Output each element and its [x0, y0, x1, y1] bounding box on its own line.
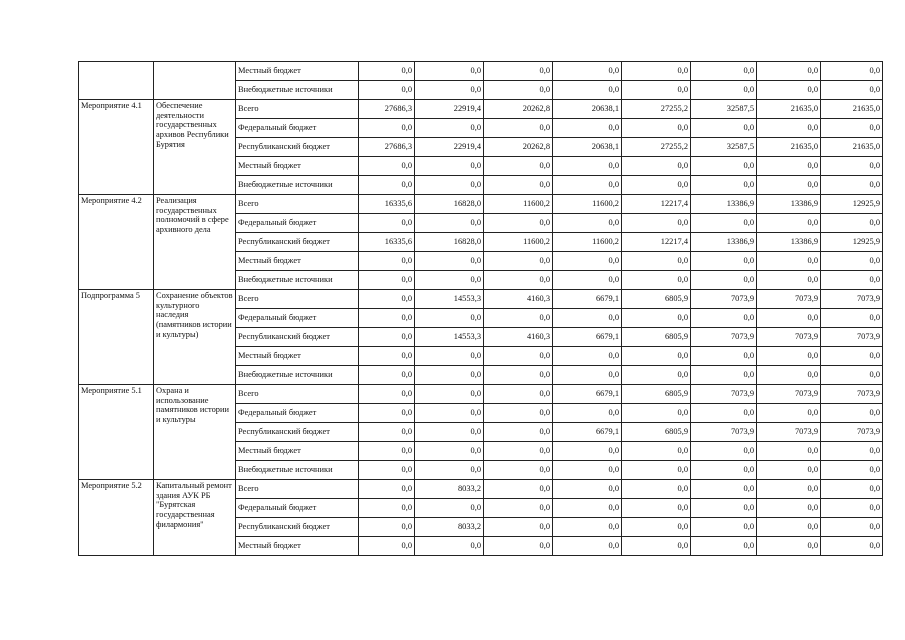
amount-cell: 0,0 — [622, 461, 691, 480]
amount-cell: 13386,9 — [691, 195, 757, 214]
table-row — [79, 480, 883, 499]
amount-cell: 0,0 — [821, 62, 883, 81]
amount-cell: 11600,2 — [484, 233, 553, 252]
amount-cell: 12217,4 — [622, 195, 691, 214]
amount-cell: 0,0 — [821, 366, 883, 385]
amount-cell: 0,0 — [821, 537, 883, 556]
amount-cell: 0,0 — [757, 119, 821, 138]
amount-cell: 0,0 — [484, 499, 553, 518]
amount-cell: 0,0 — [691, 309, 757, 328]
program-code-cell: Подпрограмма 5 — [79, 290, 154, 385]
amount-cell: 11600,2 — [553, 195, 622, 214]
amount-cell: 0,0 — [553, 442, 622, 461]
amount-cell: 0,0 — [691, 176, 757, 195]
amount-cell: 0,0 — [691, 252, 757, 271]
amount-cell: 0,0 — [757, 404, 821, 423]
funding-source-cell: Внебюджетные источники — [236, 366, 359, 385]
amount-cell: 22919,4 — [415, 100, 484, 119]
amount-cell: 0,0 — [757, 62, 821, 81]
table-body — [79, 62, 883, 556]
amount-cell: 7073,9 — [821, 328, 883, 347]
funding-source-cell: Всего — [236, 480, 359, 499]
amount-cell: 0,0 — [553, 119, 622, 138]
amount-cell: 6805,9 — [622, 290, 691, 309]
amount-cell: 0,0 — [359, 214, 415, 233]
table-row — [79, 290, 883, 309]
amount-cell: 0,0 — [484, 423, 553, 442]
amount-cell: 0,0 — [415, 347, 484, 366]
amount-cell: 0,0 — [691, 119, 757, 138]
amount-cell: 0,0 — [359, 271, 415, 290]
amount-cell: 0,0 — [757, 499, 821, 518]
amount-cell: 0,0 — [484, 252, 553, 271]
amount-cell: 0,0 — [415, 442, 484, 461]
amount-cell: 0,0 — [757, 252, 821, 271]
amount-cell: 7073,9 — [821, 290, 883, 309]
program-name-cell: Реализация государственных полномочий в сфере архивного дела — [154, 195, 236, 290]
amount-cell: 7073,9 — [757, 385, 821, 404]
amount-cell: 0,0 — [821, 309, 883, 328]
funding-source-cell: Местный бюджет — [236, 442, 359, 461]
funding-source-cell: Всего — [236, 385, 359, 404]
amount-cell: 0,0 — [484, 309, 553, 328]
amount-cell: 7073,9 — [691, 290, 757, 309]
amount-cell: 7073,9 — [757, 290, 821, 309]
amount-cell: 0,0 — [757, 81, 821, 100]
amount-cell: 0,0 — [484, 385, 553, 404]
amount-cell: 8033,2 — [415, 518, 484, 537]
amount-cell: 0,0 — [821, 271, 883, 290]
funding-source-cell: Республиканский бюджет — [236, 328, 359, 347]
amount-cell: 0,0 — [691, 366, 757, 385]
amount-cell: 0,0 — [359, 176, 415, 195]
amount-cell: 0,0 — [359, 347, 415, 366]
amount-cell: 0,0 — [359, 480, 415, 499]
amount-cell: 6679,1 — [553, 423, 622, 442]
amount-cell: 0,0 — [757, 442, 821, 461]
amount-cell: 0,0 — [484, 442, 553, 461]
amount-cell: 0,0 — [415, 214, 484, 233]
amount-cell: 0,0 — [415, 62, 484, 81]
funding-source-cell: Местный бюджет — [236, 62, 359, 81]
amount-cell: 7073,9 — [691, 423, 757, 442]
amount-cell: 4160,3 — [484, 290, 553, 309]
amount-cell: 8033,2 — [415, 480, 484, 499]
amount-cell: 27255,2 — [622, 138, 691, 157]
amount-cell: 0,0 — [415, 309, 484, 328]
amount-cell: 0,0 — [821, 404, 883, 423]
amount-cell: 0,0 — [691, 518, 757, 537]
table-row — [79, 62, 883, 81]
amount-cell: 0,0 — [484, 214, 553, 233]
amount-cell: 7073,9 — [691, 328, 757, 347]
amount-cell: 6679,1 — [553, 290, 622, 309]
amount-cell: 0,0 — [359, 385, 415, 404]
amount-cell: 0,0 — [553, 404, 622, 423]
amount-cell: 0,0 — [553, 271, 622, 290]
amount-cell: 0,0 — [484, 176, 553, 195]
amount-cell: 0,0 — [415, 271, 484, 290]
amount-cell: 0,0 — [484, 366, 553, 385]
amount-cell: 0,0 — [553, 62, 622, 81]
amount-cell: 0,0 — [553, 214, 622, 233]
funding-source-cell: Федеральный бюджет — [236, 119, 359, 138]
amount-cell: 0,0 — [553, 347, 622, 366]
amount-cell: 0,0 — [691, 62, 757, 81]
funding-source-cell: Местный бюджет — [236, 157, 359, 176]
funding-source-cell: Федеральный бюджет — [236, 309, 359, 328]
amount-cell: 7073,9 — [757, 423, 821, 442]
amount-cell: 0,0 — [553, 461, 622, 480]
amount-cell: 0,0 — [821, 461, 883, 480]
amount-cell: 6805,9 — [622, 385, 691, 404]
amount-cell: 0,0 — [757, 214, 821, 233]
amount-cell: 0,0 — [415, 81, 484, 100]
amount-cell: 0,0 — [359, 252, 415, 271]
program-code-cell: Мероприятие 5.2 — [79, 480, 154, 556]
amount-cell: 0,0 — [821, 252, 883, 271]
amount-cell: 12925,9 — [821, 195, 883, 214]
budget-table — [78, 61, 883, 556]
amount-cell: 12925,9 — [821, 233, 883, 252]
amount-cell: 0,0 — [553, 480, 622, 499]
funding-source-cell: Внебюджетные источники — [236, 271, 359, 290]
amount-cell: 0,0 — [415, 461, 484, 480]
amount-cell: 13386,9 — [691, 233, 757, 252]
amount-cell: 0,0 — [553, 176, 622, 195]
amount-cell: 0,0 — [359, 499, 415, 518]
funding-source-cell: Республиканский бюджет — [236, 518, 359, 537]
amount-cell: 0,0 — [484, 119, 553, 138]
amount-cell: 0,0 — [757, 366, 821, 385]
amount-cell: 0,0 — [359, 81, 415, 100]
table-row — [79, 195, 883, 214]
amount-cell: 6679,1 — [553, 328, 622, 347]
amount-cell: 0,0 — [553, 81, 622, 100]
amount-cell: 21635,0 — [757, 138, 821, 157]
amount-cell: 4160,3 — [484, 328, 553, 347]
funding-source-cell: Местный бюджет — [236, 252, 359, 271]
amount-cell: 0,0 — [415, 176, 484, 195]
amount-cell: 0,0 — [415, 385, 484, 404]
funding-source-cell: Внебюджетные источники — [236, 81, 359, 100]
amount-cell: 0,0 — [622, 518, 691, 537]
amount-cell: 0,0 — [484, 461, 553, 480]
funding-source-cell: Внебюджетные источники — [236, 461, 359, 480]
amount-cell: 0,0 — [415, 423, 484, 442]
amount-cell: 0,0 — [821, 119, 883, 138]
funding-source-cell: Местный бюджет — [236, 347, 359, 366]
amount-cell: 0,0 — [415, 119, 484, 138]
amount-cell: 27686,3 — [359, 138, 415, 157]
funding-source-cell: Федеральный бюджет — [236, 214, 359, 233]
amount-cell: 0,0 — [821, 347, 883, 366]
amount-cell: 14553,3 — [415, 290, 484, 309]
amount-cell: 32587,5 — [691, 100, 757, 119]
amount-cell: 0,0 — [359, 157, 415, 176]
amount-cell: 0,0 — [757, 461, 821, 480]
amount-cell: 0,0 — [757, 309, 821, 328]
funding-source-cell: Федеральный бюджет — [236, 499, 359, 518]
amount-cell: 0,0 — [757, 176, 821, 195]
amount-cell: 6805,9 — [622, 328, 691, 347]
funding-source-cell: Внебюджетные источники — [236, 176, 359, 195]
amount-cell: 0,0 — [484, 480, 553, 499]
amount-cell: 0,0 — [691, 347, 757, 366]
program-name-cell: Обеспечение деятельности государственных архивов Республики Бурятия — [154, 100, 236, 195]
program-code-cell — [79, 62, 154, 100]
amount-cell: 0,0 — [415, 499, 484, 518]
amount-cell: 0,0 — [359, 423, 415, 442]
funding-source-cell: Местный бюджет — [236, 537, 359, 556]
amount-cell: 0,0 — [484, 347, 553, 366]
funding-source-cell: Всего — [236, 195, 359, 214]
amount-cell: 0,0 — [691, 480, 757, 499]
program-code-cell: Мероприятие 5.1 — [79, 385, 154, 480]
amount-cell: 0,0 — [622, 480, 691, 499]
amount-cell: 21635,0 — [821, 100, 883, 119]
amount-cell: 0,0 — [359, 309, 415, 328]
amount-cell: 0,0 — [553, 366, 622, 385]
amount-cell: 0,0 — [691, 271, 757, 290]
amount-cell: 0,0 — [821, 81, 883, 100]
amount-cell: 20638,1 — [553, 100, 622, 119]
amount-cell: 0,0 — [622, 271, 691, 290]
amount-cell: 0,0 — [415, 366, 484, 385]
amount-cell: 32587,5 — [691, 138, 757, 157]
amount-cell: 0,0 — [359, 461, 415, 480]
program-name-cell: Сохранение объектов культурного наследия (памятников истории и культуры) — [154, 290, 236, 385]
amount-cell: 0,0 — [553, 252, 622, 271]
amount-cell: 13386,9 — [757, 233, 821, 252]
amount-cell: 6679,1 — [553, 385, 622, 404]
amount-cell: 0,0 — [821, 157, 883, 176]
amount-cell: 0,0 — [553, 157, 622, 176]
amount-cell: 0,0 — [691, 461, 757, 480]
amount-cell: 0,0 — [757, 537, 821, 556]
amount-cell: 0,0 — [484, 157, 553, 176]
table-row — [79, 385, 883, 404]
amount-cell: 0,0 — [415, 404, 484, 423]
amount-cell: 0,0 — [691, 404, 757, 423]
amount-cell: 7073,9 — [691, 385, 757, 404]
funding-source-cell: Всего — [236, 290, 359, 309]
table-row — [79, 100, 883, 119]
amount-cell: 0,0 — [691, 537, 757, 556]
amount-cell: 0,0 — [622, 81, 691, 100]
amount-cell: 16828,0 — [415, 195, 484, 214]
amount-cell: 0,0 — [821, 480, 883, 499]
amount-cell: 0,0 — [691, 214, 757, 233]
amount-cell: 0,0 — [757, 271, 821, 290]
amount-cell: 0,0 — [757, 347, 821, 366]
amount-cell: 27686,3 — [359, 100, 415, 119]
amount-cell: 14553,3 — [415, 328, 484, 347]
amount-cell: 7073,9 — [821, 423, 883, 442]
funding-source-cell: Республиканский бюджет — [236, 233, 359, 252]
amount-cell: 0,0 — [757, 480, 821, 499]
amount-cell: 0,0 — [359, 290, 415, 309]
amount-cell: 27255,2 — [622, 100, 691, 119]
amount-cell: 0,0 — [757, 157, 821, 176]
amount-cell: 0,0 — [553, 537, 622, 556]
amount-cell: 0,0 — [622, 176, 691, 195]
amount-cell: 0,0 — [691, 499, 757, 518]
amount-cell: 0,0 — [622, 214, 691, 233]
amount-cell: 16335,6 — [359, 233, 415, 252]
amount-cell: 21635,0 — [821, 138, 883, 157]
amount-cell: 0,0 — [821, 176, 883, 195]
program-code-cell: Мероприятие 4.1 — [79, 100, 154, 195]
amount-cell: 0,0 — [821, 214, 883, 233]
amount-cell: 12217,4 — [622, 233, 691, 252]
amount-cell: 0,0 — [359, 328, 415, 347]
amount-cell: 7073,9 — [757, 328, 821, 347]
amount-cell: 0,0 — [359, 537, 415, 556]
amount-cell: 0,0 — [484, 62, 553, 81]
program-code-cell: Мероприятие 4.2 — [79, 195, 154, 290]
amount-cell: 0,0 — [757, 518, 821, 537]
amount-cell: 0,0 — [622, 404, 691, 423]
amount-cell: 0,0 — [359, 518, 415, 537]
amount-cell: 0,0 — [553, 309, 622, 328]
amount-cell: 0,0 — [553, 499, 622, 518]
amount-cell: 0,0 — [415, 157, 484, 176]
amount-cell: 0,0 — [484, 271, 553, 290]
funding-source-cell: Республиканский бюджет — [236, 138, 359, 157]
amount-cell: 0,0 — [553, 518, 622, 537]
amount-cell: 0,0 — [622, 347, 691, 366]
amount-cell: 21635,0 — [757, 100, 821, 119]
amount-cell: 20638,1 — [553, 138, 622, 157]
amount-cell: 20262,8 — [484, 138, 553, 157]
amount-cell: 0,0 — [484, 518, 553, 537]
amount-cell: 0,0 — [622, 442, 691, 461]
amount-cell: 0,0 — [484, 404, 553, 423]
amount-cell: 0,0 — [359, 62, 415, 81]
amount-cell: 0,0 — [691, 81, 757, 100]
funding-source-cell: Всего — [236, 100, 359, 119]
amount-cell: 0,0 — [622, 119, 691, 138]
amount-cell: 7073,9 — [821, 385, 883, 404]
amount-cell: 0,0 — [622, 537, 691, 556]
amount-cell: 0,0 — [359, 119, 415, 138]
amount-cell: 0,0 — [691, 157, 757, 176]
funding-source-cell: Республиканский бюджет — [236, 423, 359, 442]
amount-cell: 0,0 — [484, 537, 553, 556]
amount-cell: 16828,0 — [415, 233, 484, 252]
amount-cell: 0,0 — [359, 366, 415, 385]
amount-cell: 0,0 — [622, 499, 691, 518]
amount-cell: 0,0 — [622, 252, 691, 271]
amount-cell: 0,0 — [622, 157, 691, 176]
amount-cell: 0,0 — [821, 442, 883, 461]
amount-cell: 0,0 — [359, 442, 415, 461]
amount-cell: 20262,8 — [484, 100, 553, 119]
program-name-cell: Капитальный ремонт здания АУК РБ "Бурятская государственная филармония" — [154, 480, 236, 556]
program-name-cell — [154, 62, 236, 100]
amount-cell: 16335,6 — [359, 195, 415, 214]
amount-cell: 0,0 — [359, 404, 415, 423]
amount-cell: 13386,9 — [757, 195, 821, 214]
program-name-cell: Охрана и использование памятников истории и культуры — [154, 385, 236, 480]
amount-cell: 0,0 — [821, 499, 883, 518]
amount-cell: 6805,9 — [622, 423, 691, 442]
amount-cell: 0,0 — [484, 81, 553, 100]
amount-cell: 0,0 — [622, 366, 691, 385]
funding-source-cell: Федеральный бюджет — [236, 404, 359, 423]
amount-cell: 0,0 — [622, 62, 691, 81]
amount-cell: 0,0 — [415, 252, 484, 271]
amount-cell: 0,0 — [622, 309, 691, 328]
amount-cell: 0,0 — [821, 518, 883, 537]
amount-cell: 0,0 — [415, 537, 484, 556]
amount-cell: 0,0 — [691, 442, 757, 461]
amount-cell: 22919,4 — [415, 138, 484, 157]
amount-cell: 11600,2 — [484, 195, 553, 214]
amount-cell: 11600,2 — [553, 233, 622, 252]
